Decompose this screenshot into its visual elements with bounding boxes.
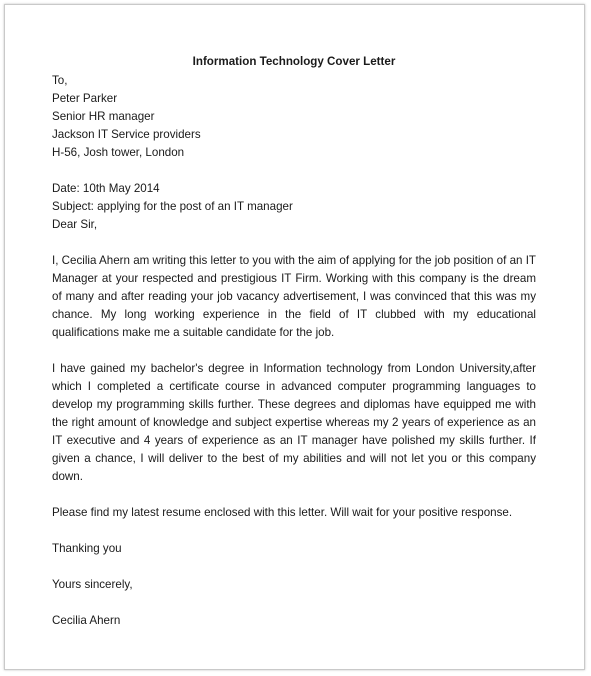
letter-title: Information Technology Cover Letter (192, 55, 396, 68)
letter-greeting: Dear Sir, (52, 218, 98, 231)
spacer (52, 594, 536, 612)
body-paragraph-intro: I, Cecilia Ahern am writing this letter to you with the aim of applying for the job position of an IT Manager at your respected and prestigious IT Firm. Working with this company is the dream of many and after reading your job vacancy advertisement, I was convinced that this was my chance. My long working experience in the field of IT clubbed with my educational qualifications make me a suitable candidate for the job. (52, 254, 536, 339)
spacer (52, 486, 536, 504)
spacer (52, 162, 536, 180)
spacer (52, 522, 536, 540)
spacer (52, 342, 536, 360)
body-paragraph-qualifications: I have gained my bachelor's degree in Information technology from London University,after which I completed a certificate course in advanced computer programming languages to develop my programming skills further. These degrees and diplomas have equipped me with the right amount of knowledge and subject expertise whereas my 2 years of experience as an IT executive and 4 years of experience as an IT manager have polished my skills further. If given a chance, I will deliver to the best of my abilities and will not let you or this company down. (52, 362, 536, 483)
body-paragraph-resume: Please find my latest resume enclosed with this letter. Will wait for your positive response. (52, 506, 513, 519)
salutation-to: To, (52, 74, 68, 87)
spacer (52, 558, 536, 576)
spacer (52, 234, 536, 252)
letter-date: Date: 10th May 2014 (52, 182, 160, 195)
letter-closing: Yours sincerely, (52, 578, 133, 591)
recipient-name: Peter Parker (52, 92, 118, 105)
recipient-address: H-56, Josh tower, London (52, 146, 185, 159)
recipient-company: Jackson IT Service providers (52, 128, 201, 141)
cover-letter (52, 53, 536, 630)
letter-subject: Subject: applying for the post of an IT manager (52, 200, 293, 213)
letter-thanks: Thanking you (52, 542, 122, 555)
signature-name: Cecilia Ahern (52, 614, 121, 627)
recipient-position: Senior HR manager (52, 110, 155, 123)
